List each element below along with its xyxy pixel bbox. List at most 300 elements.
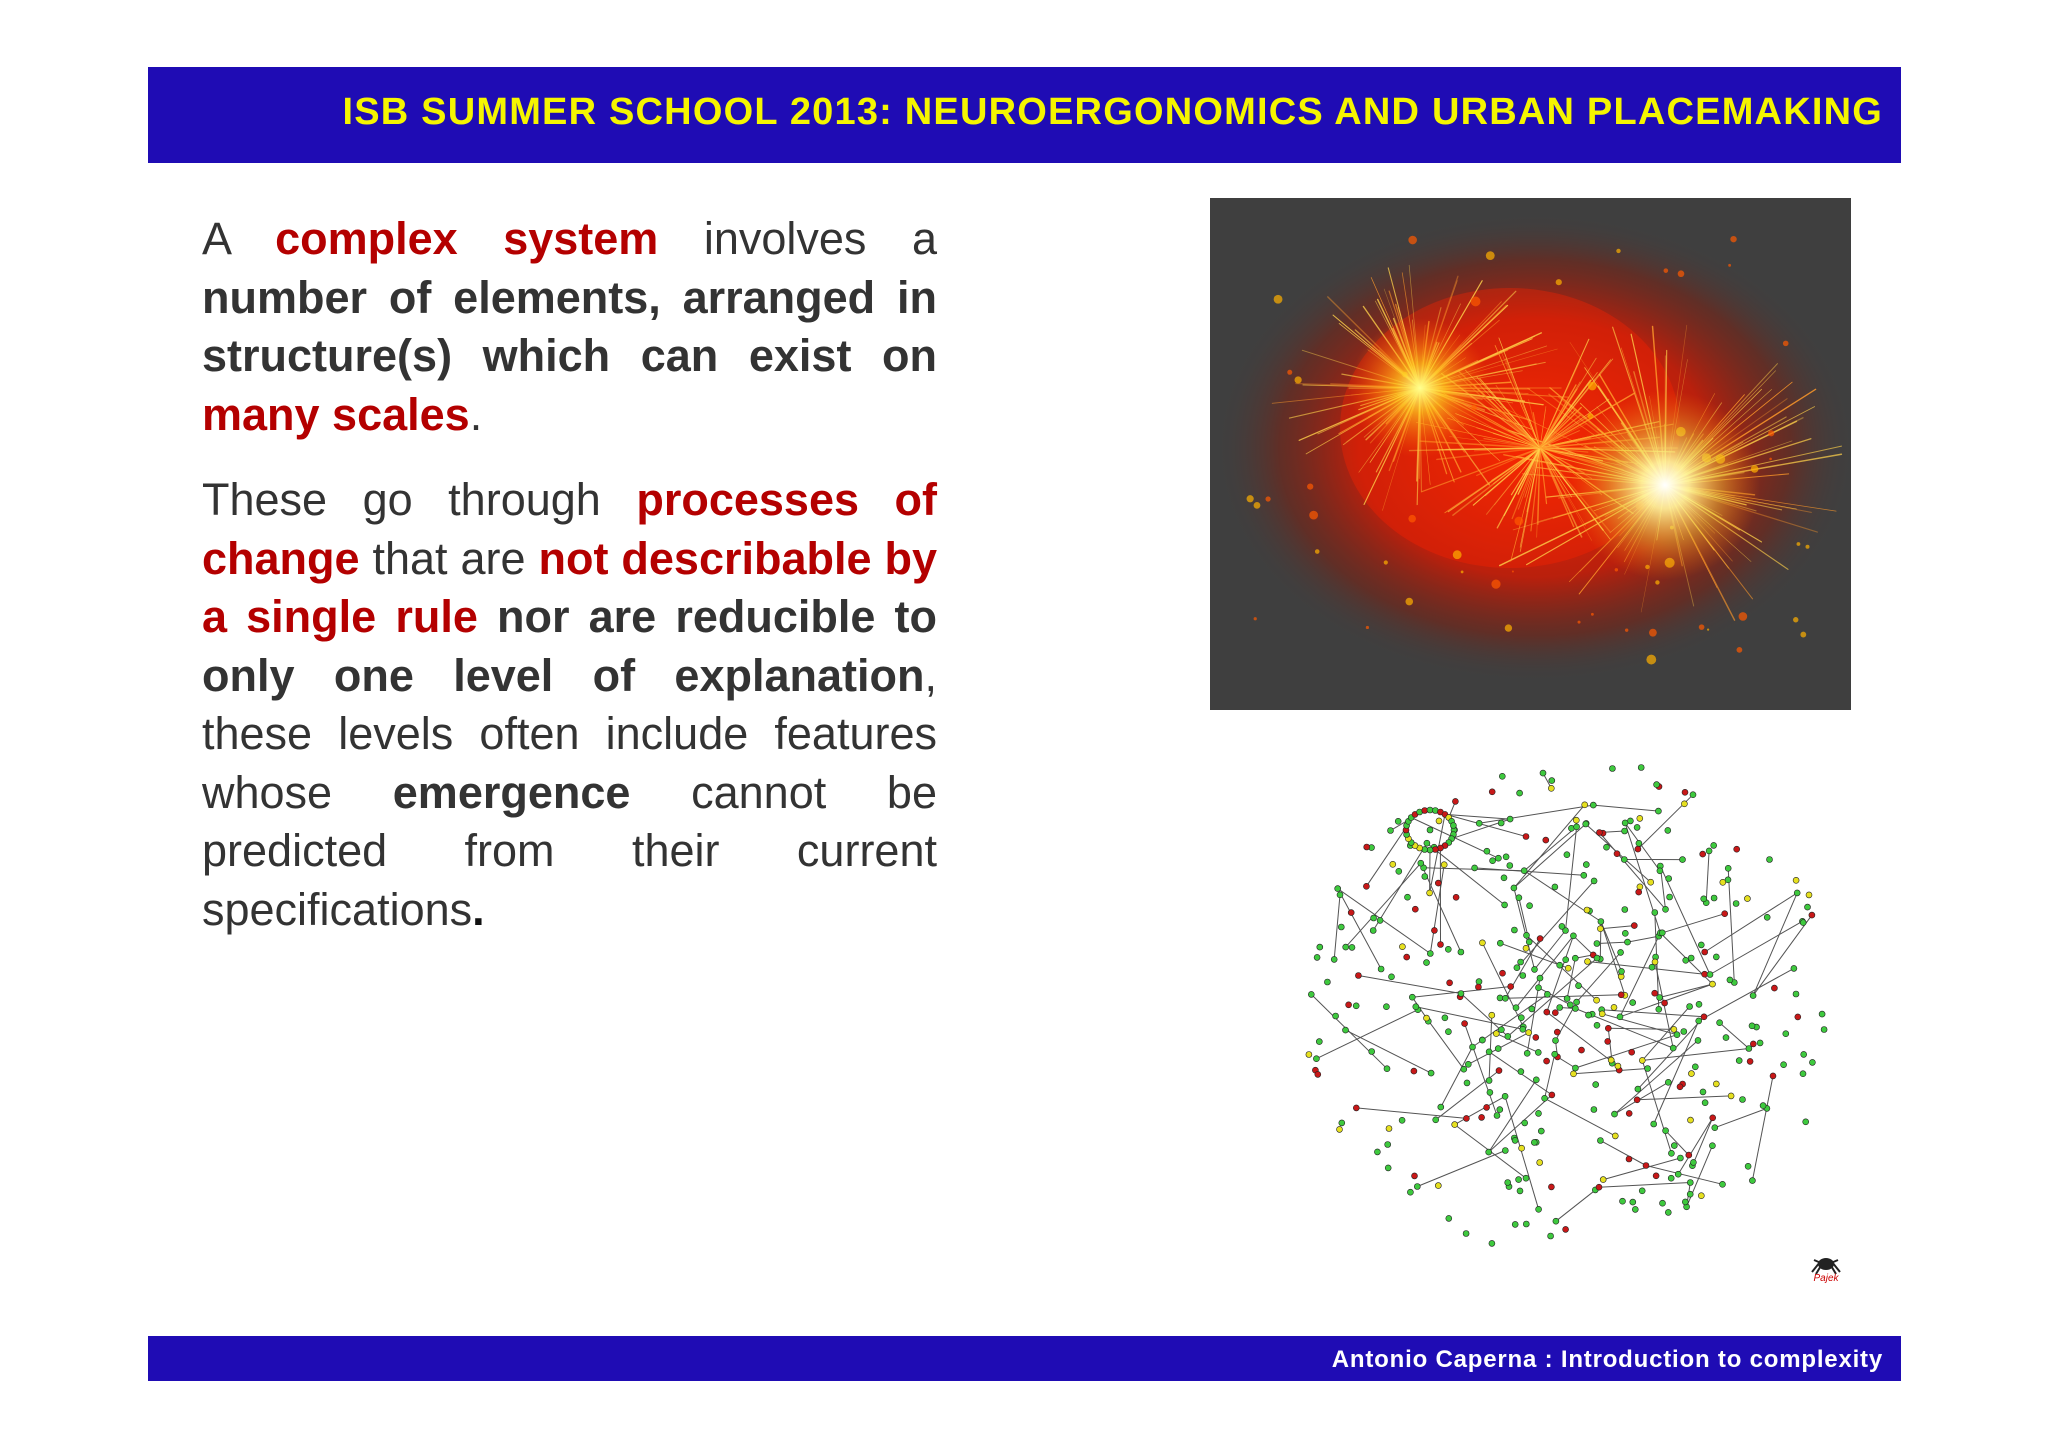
graph-node <box>1695 1037 1701 1043</box>
graph-node <box>1683 957 1689 963</box>
graph-node <box>1636 889 1642 895</box>
graph-node <box>1800 1071 1806 1077</box>
graph-node <box>1453 894 1459 900</box>
graph-node <box>1502 902 1508 908</box>
graph-node <box>1438 1104 1444 1110</box>
graph-node <box>1427 890 1433 896</box>
graph-node <box>1713 954 1719 960</box>
graph-node <box>1702 971 1708 977</box>
graph-node <box>1517 790 1523 796</box>
graph-node <box>1594 941 1600 947</box>
graph-node <box>1770 1073 1776 1079</box>
graph-node <box>1710 981 1716 987</box>
graph-node <box>1626 1156 1632 1162</box>
graph-node <box>1497 940 1503 946</box>
graph-node <box>1630 1000 1636 1006</box>
graph-node <box>1524 932 1530 938</box>
graph-node <box>1422 874 1428 880</box>
graph-node <box>1458 991 1464 997</box>
graph-node <box>1579 1047 1585 1053</box>
graph-node <box>1537 936 1543 942</box>
graph-node <box>1544 1058 1550 1064</box>
graph-node <box>1712 1125 1718 1131</box>
graph-node <box>1552 884 1558 890</box>
graph-node <box>1572 955 1578 961</box>
graph-edge <box>1346 863 1421 947</box>
p1-text-1: A <box>202 213 276 264</box>
graph-node <box>1520 1026 1526 1032</box>
graph-node <box>1544 1009 1550 1015</box>
graph-node <box>1638 765 1644 771</box>
graph-node <box>1665 1079 1671 1085</box>
graph-node <box>1687 1191 1693 1197</box>
graph-node <box>1652 910 1658 916</box>
graph-node <box>1690 1159 1696 1165</box>
graph-node <box>1740 1097 1746 1103</box>
graph-node <box>1499 773 1505 779</box>
graph-node <box>1353 1003 1359 1009</box>
graph-node <box>1385 1142 1391 1148</box>
graph-node <box>1338 924 1344 930</box>
p2-text-3 <box>478 591 497 642</box>
graph-node <box>1348 910 1354 916</box>
graph-node <box>1665 1209 1671 1215</box>
footer-author-title: Antonio Caperna : Introduction to complexity <box>1331 1346 1883 1373</box>
network-glow-node <box>1366 626 1369 629</box>
graph-node <box>1538 1128 1544 1134</box>
graph-edge <box>1482 943 1523 1027</box>
graph-node <box>1493 1031 1499 1037</box>
network-glow-node <box>1805 545 1809 549</box>
graph-node <box>1353 1105 1359 1111</box>
graph-node <box>1690 792 1696 798</box>
graph-node <box>1563 957 1569 963</box>
graph-node <box>1438 942 1444 948</box>
paragraph-processes <box>202 471 937 939</box>
graph-node <box>1713 1081 1719 1087</box>
graph-node <box>1725 865 1731 871</box>
graph-node <box>1698 1193 1704 1199</box>
graph-node <box>1604 844 1610 850</box>
graph-node <box>1388 828 1394 834</box>
graph-node <box>1516 895 1522 901</box>
graph-node <box>1611 1004 1617 1010</box>
graph-node <box>1654 782 1660 788</box>
graph-node <box>1445 946 1451 952</box>
graph-node <box>1632 1206 1638 1212</box>
graph-node <box>1536 1110 1542 1116</box>
graph-node <box>1364 844 1370 850</box>
graph-node <box>1339 1120 1345 1126</box>
network-glow-node <box>1461 571 1464 574</box>
graph-node <box>1809 912 1815 918</box>
graph-node <box>1698 942 1704 948</box>
graph-edge <box>1728 868 1734 982</box>
header-bar <box>148 67 1901 163</box>
graph-node <box>1476 979 1482 985</box>
graph-node <box>1535 1049 1541 1055</box>
graph-node <box>1800 920 1806 926</box>
graph-node <box>1677 1155 1683 1161</box>
graph-node <box>1648 879 1654 885</box>
graph-node <box>1522 1120 1528 1126</box>
graph-node <box>1757 1040 1763 1046</box>
graph-edge <box>1489 1015 1492 1080</box>
graph-node <box>1655 808 1661 814</box>
graph-node <box>1544 991 1550 997</box>
p2-emphasis-emergence: emergence <box>392 766 631 818</box>
graph-node <box>1663 1128 1669 1134</box>
graph-node <box>1495 855 1501 861</box>
graph-node <box>1315 1071 1321 1077</box>
graph-edge <box>1524 827 1576 871</box>
graph-node <box>1806 892 1812 898</box>
graph-node <box>1600 1177 1606 1183</box>
graph-node <box>1462 1021 1468 1027</box>
graph-edge <box>1597 942 1628 943</box>
graph-node <box>1727 977 1733 983</box>
graph-node <box>1479 940 1485 946</box>
graph-node <box>1572 1006 1578 1012</box>
graph-node <box>1565 965 1571 971</box>
graph-node <box>1484 1104 1490 1110</box>
graph-node <box>1688 955 1694 961</box>
footer-bar <box>148 1336 1901 1381</box>
graph-node <box>1711 842 1717 848</box>
network-glow-node <box>1491 580 1500 589</box>
graph-node <box>1621 857 1627 863</box>
graph-node <box>1424 960 1430 966</box>
graph-node <box>1594 997 1600 1003</box>
graph-node <box>1574 999 1580 1005</box>
graph-node <box>1507 816 1513 822</box>
network-glow-node <box>1315 549 1320 554</box>
graph-node <box>1805 904 1811 910</box>
graph-edge <box>1660 984 1713 997</box>
graph-node <box>1599 1011 1605 1017</box>
graph-node <box>1687 1180 1693 1186</box>
graph-edge <box>1625 823 1660 933</box>
p1-emphasis-elements: number of elements, arranged in structure(s) which can exist on <box>202 271 937 381</box>
graph-node <box>1537 1160 1543 1166</box>
network-glow-node <box>1408 236 1417 245</box>
network-glow-node <box>1274 295 1283 304</box>
graph-node <box>1582 802 1588 808</box>
graph-node <box>1643 1163 1649 1169</box>
network-glow-node <box>1287 370 1292 375</box>
graph-node <box>1324 979 1330 985</box>
network-glow-node <box>1588 382 1597 391</box>
graph-node <box>1524 1050 1530 1056</box>
graph-node <box>1564 996 1570 1002</box>
graph-node <box>1505 1033 1511 1039</box>
graph-node <box>1542 1095 1548 1101</box>
graph-edge <box>1358 976 1461 994</box>
network-glow-node <box>1486 251 1495 260</box>
graph-node <box>1557 1005 1563 1011</box>
graph-node <box>1809 1059 1815 1065</box>
graph-node <box>1682 789 1688 795</box>
graph-edge <box>1601 922 1625 996</box>
p2-highlight-processes: processes of change <box>202 474 937 584</box>
graph-node <box>1532 966 1538 972</box>
graph-node <box>1386 1126 1392 1132</box>
graph-node <box>1665 827 1671 833</box>
graph-node <box>1728 1093 1734 1099</box>
graph-node <box>1668 1175 1674 1181</box>
graph-node <box>1656 1006 1662 1012</box>
graph-edge <box>1356 1108 1466 1119</box>
graph-node <box>1671 1143 1677 1149</box>
graph-node <box>1489 789 1495 795</box>
graph-node <box>1414 1184 1420 1190</box>
graph-node <box>1333 1013 1339 1019</box>
network-glow-node <box>1578 621 1581 624</box>
graph-node <box>1586 1012 1592 1018</box>
graph-node <box>1507 863 1513 869</box>
graph-node <box>1760 1103 1766 1109</box>
graph-edge <box>1705 893 1798 952</box>
graph-node <box>1559 923 1565 929</box>
graph-node <box>1636 840 1642 846</box>
graph-node <box>1567 1002 1573 1008</box>
graph-node <box>1570 933 1576 939</box>
p2-text-5: cannot be predicted from their current specifications <box>202 766 937 935</box>
graph-node <box>1581 872 1587 878</box>
graph-node <box>1399 944 1405 950</box>
graph-node <box>1609 766 1615 772</box>
graph-node <box>1396 868 1402 874</box>
graph-node <box>1700 851 1706 857</box>
graph-node <box>1771 985 1777 991</box>
graph-node <box>1487 1089 1493 1095</box>
graph-node <box>1314 954 1320 960</box>
network-glow-node <box>1254 502 1261 509</box>
graph-node <box>1521 868 1527 874</box>
graph-node <box>1519 1145 1525 1151</box>
graph-node <box>1514 965 1520 971</box>
graph-edge <box>1699 968 1794 1021</box>
graph-node <box>1749 1178 1755 1184</box>
network-glow-node <box>1453 550 1462 559</box>
graph-node <box>1701 1014 1707 1020</box>
network-glow-node <box>1505 624 1512 631</box>
graph-node <box>1626 1110 1632 1116</box>
graph-node <box>1630 1199 1636 1205</box>
graph-edge <box>1692 1118 1712 1166</box>
graph-node <box>1343 944 1349 950</box>
graph-node <box>1653 1173 1659 1179</box>
network-visualization-glow-icon <box>1210 198 1851 710</box>
graph-node <box>1675 1171 1681 1177</box>
graph-edge <box>1600 1141 1646 1166</box>
network-glow-node <box>1405 598 1413 606</box>
graph-node <box>1502 995 1508 1001</box>
graph-node <box>1424 840 1430 846</box>
graph-node <box>1479 1114 1485 1120</box>
graph-node <box>1801 1051 1807 1057</box>
network-glow-node <box>1307 484 1313 490</box>
graph-node <box>1523 1175 1529 1181</box>
graph-node <box>1498 1027 1504 1033</box>
graph-node <box>1412 1173 1418 1179</box>
graph-node <box>1531 1139 1537 1145</box>
network-glow-node <box>1556 279 1562 285</box>
graph-node <box>1412 906 1418 912</box>
graph-node <box>1512 1221 1518 1227</box>
network-glow-node <box>1699 624 1705 630</box>
graph-node <box>1659 930 1665 936</box>
graph-node <box>1363 883 1369 889</box>
graph-node <box>1552 1051 1558 1057</box>
graph-node <box>1523 1221 1529 1227</box>
graph-node <box>1733 901 1739 907</box>
graph-node <box>1378 966 1384 972</box>
graph-node <box>1637 815 1643 821</box>
network-glow-node <box>1783 341 1789 347</box>
graph-node <box>1674 1032 1680 1038</box>
graph-node <box>1681 801 1687 807</box>
graph-node <box>1688 1117 1694 1123</box>
graph-node <box>1667 894 1673 900</box>
network-glow-node <box>1514 517 1523 526</box>
graph-node <box>1463 1231 1469 1237</box>
graph-node <box>1464 1080 1470 1086</box>
graph-node <box>1722 911 1728 917</box>
graph-edge <box>1752 1076 1773 1181</box>
graph-node <box>1427 827 1433 833</box>
graph-node <box>1385 1165 1391 1171</box>
graph-node <box>1436 818 1442 824</box>
graph-node <box>1431 927 1437 933</box>
graph-node <box>1505 1180 1511 1186</box>
graph-edge <box>1599 1183 1690 1188</box>
graph-node <box>1527 903 1533 909</box>
graph-edge <box>1715 1108 1767 1127</box>
graph-node <box>1563 1226 1569 1232</box>
graph-node <box>1687 1004 1693 1010</box>
graph-node <box>1622 828 1628 834</box>
graph-node <box>1331 956 1337 962</box>
network-visualization-image <box>1210 198 1851 710</box>
graph-node <box>1520 973 1526 979</box>
graph-node <box>1511 885 1517 891</box>
network-glow-node <box>1649 629 1657 637</box>
p1-highlight-complex-system: complex system <box>275 213 659 264</box>
graph-node <box>1533 1034 1539 1040</box>
graph-node <box>1583 821 1589 827</box>
graph-node <box>1635 846 1641 852</box>
graph-node <box>1427 951 1433 957</box>
graph-node <box>1622 930 1628 936</box>
graph-node <box>1463 1115 1469 1121</box>
graph-node <box>1548 1184 1554 1190</box>
graph-node <box>1503 854 1509 860</box>
graph-node <box>1746 1046 1752 1052</box>
pajek-logo <box>1808 1254 1844 1286</box>
network-glow-node <box>1309 511 1318 520</box>
graph-node <box>1634 824 1640 830</box>
graph-node <box>1495 1046 1501 1052</box>
pajek-label: Pajek <box>1813 1273 1839 1284</box>
graph-node <box>1572 1065 1578 1071</box>
graph-node <box>1374 1149 1380 1155</box>
graph-node <box>1711 895 1717 901</box>
graph-node <box>1383 1004 1389 1010</box>
graph-node <box>1680 857 1686 863</box>
graph-node <box>1750 993 1756 999</box>
graph-node <box>1593 1082 1599 1088</box>
graph-node <box>1502 1148 1508 1154</box>
graph-node <box>1608 1057 1614 1063</box>
graph-edge <box>1642 1049 1749 1061</box>
graph-node <box>1411 1068 1417 1074</box>
graph-node <box>1618 992 1624 998</box>
graph-edge <box>1427 1018 1464 1069</box>
graph-node <box>1355 973 1361 979</box>
graph-node <box>1442 1015 1448 1021</box>
graph-node <box>1574 824 1580 830</box>
graph-node <box>1554 1029 1560 1035</box>
graph-node <box>1635 1086 1641 1092</box>
graph-node <box>1686 1152 1692 1158</box>
graph-node <box>1620 1198 1626 1204</box>
graph-node <box>1428 1070 1434 1076</box>
graph-node <box>1736 1058 1742 1064</box>
graph-node <box>1435 1183 1441 1189</box>
graph-node <box>1591 1107 1597 1113</box>
graph-node <box>1634 1097 1640 1103</box>
graph-node <box>1803 1119 1809 1125</box>
graph-node <box>1617 1014 1623 1020</box>
graph-node <box>1645 1066 1651 1072</box>
graph-node <box>1723 1035 1729 1041</box>
graph-node <box>1663 906 1669 912</box>
graph-node <box>1764 914 1770 920</box>
p2-highlight-not-describable: not describable by a single rule <box>202 532 937 642</box>
graph-node <box>1395 818 1401 824</box>
graph-node <box>1791 965 1797 971</box>
graph-node <box>1688 1071 1694 1077</box>
p2-text-2: that are <box>359 532 539 584</box>
graph-node <box>1605 1025 1611 1031</box>
graph-edge <box>1417 1151 1505 1187</box>
graph-node <box>1666 876 1672 882</box>
graph-node <box>1447 980 1453 986</box>
graph-node <box>1612 1133 1618 1139</box>
network-glow-node <box>1591 613 1594 616</box>
graph-node <box>1405 894 1411 900</box>
graph-node <box>1660 1200 1666 1206</box>
graph-node <box>1702 1100 1708 1106</box>
graph-node <box>1637 884 1643 890</box>
graph-node <box>1750 1041 1756 1047</box>
graph-node <box>1513 1005 1519 1011</box>
graph-node <box>1407 1189 1413 1195</box>
graph-node <box>1486 1078 1492 1084</box>
graph-node <box>1370 928 1376 934</box>
p1-text-2: involves a <box>658 213 937 264</box>
graph-node <box>1573 817 1579 823</box>
graph-node <box>1564 852 1570 858</box>
graph-node <box>1819 1011 1825 1017</box>
graph-node <box>1795 1014 1801 1020</box>
graph-node <box>1452 798 1458 804</box>
graph-node <box>1631 923 1637 929</box>
graph-node <box>1706 848 1712 854</box>
graph-node <box>1508 984 1514 990</box>
graph-node <box>1549 1092 1555 1098</box>
